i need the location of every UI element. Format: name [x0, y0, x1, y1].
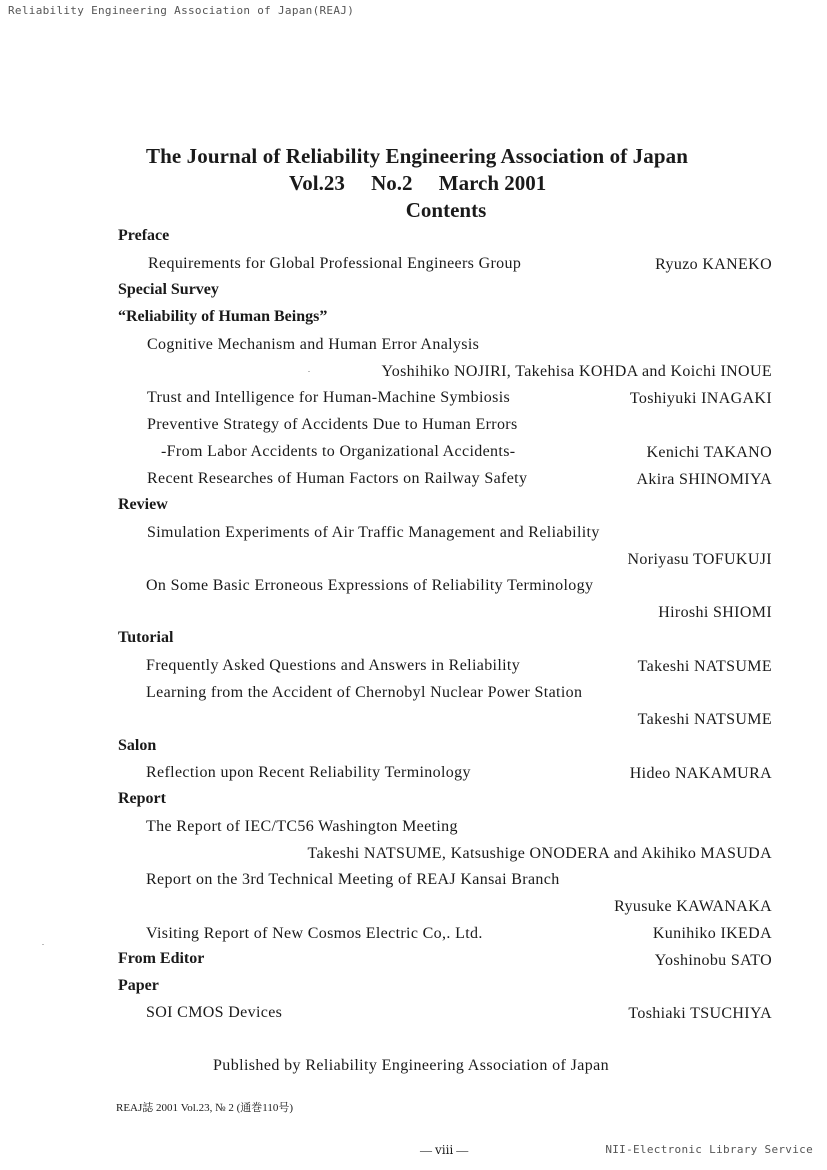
journal-title: The Journal of Reliability Engineering Association of Japan	[146, 144, 689, 168]
article-subtitle: -From Labor Accidents to Organizational Accidents-	[161, 443, 516, 460]
article-author: Toshiaki TSUCHIYA	[628, 1005, 772, 1022]
article-author: Noriyasu TOFUKUJI	[627, 551, 772, 568]
page-number: — ⅷ —	[420, 1143, 469, 1157]
article-title: Requirements for Global Professional Engineers Group	[148, 255, 522, 272]
article-author: Ryusuke KAWANAKA	[614, 898, 772, 915]
issue-line	[289, 171, 546, 196]
source-header: Reliability Engineering Association of Japan(REAJ)	[8, 4, 355, 17]
article-title: Preventive Strategy of Accidents Due to Human Errors	[147, 416, 518, 433]
section-heading-review: Review	[118, 496, 168, 513]
article-title: Recent Researches of Human Factors on Railway Safety	[147, 470, 528, 487]
section-heading-salon: Salon	[118, 737, 157, 754]
issue-volume: Vol.23	[289, 171, 345, 195]
article-title: Report on the 3rd Technical Meeting of REAJ Kansai Branch	[146, 871, 560, 888]
section-heading-special-survey: Special Survey	[118, 281, 219, 298]
article-author: Hiroshi SHIOMI	[658, 604, 772, 621]
article-author: Toshiyuki INAGAKI	[629, 390, 772, 407]
contents-heading: Contents	[405, 198, 487, 222]
article-title: The Report of IEC/TC56 Washington Meeting	[146, 818, 458, 835]
article-author: Kenichi TAKANO	[646, 444, 772, 461]
section-heading-paper: Paper	[118, 977, 159, 994]
article-author: Yoshihiko NOJIRI, Takehisa KOHDA and Koichi INOUE	[381, 363, 772, 380]
scan-speck	[308, 371, 310, 372]
section-heading-tutorial: Tutorial	[118, 629, 174, 646]
article-title: Visiting Report of New Cosmos Electric Co,. Ltd.	[146, 925, 483, 942]
article-author: Akira SHINOMIYA	[636, 471, 772, 488]
section-heading-preface: Preface	[118, 227, 170, 244]
article-title: On Some Basic Erroneous Expressions of Reliability Terminology	[146, 577, 594, 594]
scan-speck	[42, 944, 44, 945]
article-title: Learning from the Accident of Chernobyl Nuclear Power Station	[146, 684, 583, 701]
article-author: Hideo NAKAMURA	[629, 765, 772, 782]
article-title: Trust and Intelligence for Human-Machine Symbiosis	[147, 389, 511, 406]
special-survey-theme: “Reliability of Human Beings”	[118, 308, 328, 325]
library-service-footer: NII-Electronic Library Service	[605, 1143, 813, 1156]
article-title: Reflection upon Recent Reliability Terminology	[146, 764, 471, 781]
article-title: Cognitive Mechanism and Human Error Analysis	[147, 336, 480, 353]
article-author: Takeshi NATSUME	[637, 711, 772, 728]
article-author: Takeshi NATSUME	[637, 658, 772, 675]
publisher-line: Published by Reliability Engineering Association of Japan	[213, 1057, 610, 1074]
article-author: Yoshinobu SATO	[654, 952, 772, 969]
article-author: Takeshi NATSUME, Katsushige ONODERA and Akihiko MASUDA	[307, 845, 772, 862]
section-heading-from-editor: From Editor	[118, 950, 205, 967]
article-author: Kunihiko IKEDA	[652, 925, 772, 942]
section-heading-report: Report	[118, 790, 166, 807]
issue-number: No.2	[371, 171, 413, 195]
article-title: SOI CMOS Devices	[146, 1004, 283, 1021]
issue-date: March 2001	[438, 171, 547, 195]
article-title: Simulation Experiments of Air Traffic Management and Reliability	[147, 524, 600, 541]
citation-line: REAJ誌 2001 Vol.23, № 2 (通巻110号)	[116, 1102, 294, 1114]
article-title: Frequently Asked Questions and Answers in Reliability	[146, 657, 521, 674]
article-author: Ryuzo KANEKO	[655, 256, 772, 273]
